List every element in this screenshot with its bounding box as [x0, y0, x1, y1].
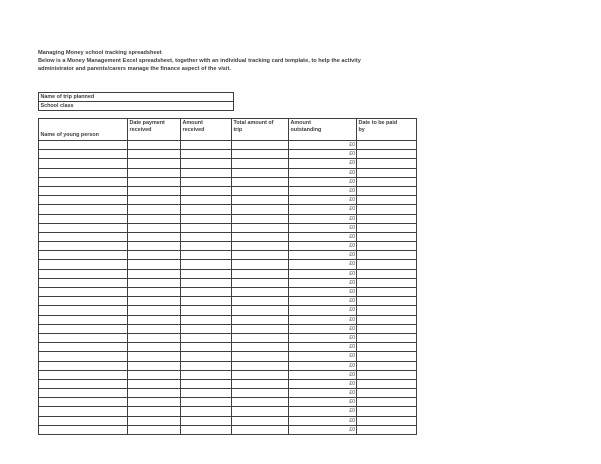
- cell-amount-received[interactable]: [181, 269, 232, 278]
- cell-date-due[interactable]: [357, 352, 417, 361]
- table-row: [39, 269, 417, 278]
- document-title: Managing Money school tracking spreadsheet: [38, 50, 162, 56]
- cell-total-amount[interactable]: [232, 196, 289, 205]
- school-class-field[interactable]: [39, 102, 233, 111]
- table-row: [39, 379, 417, 388]
- cell-amount-received[interactable]: [181, 361, 232, 370]
- cell-date-received[interactable]: [128, 168, 181, 177]
- cell-date-received[interactable]: [128, 232, 181, 241]
- table-row: [39, 416, 417, 425]
- table-row: [39, 196, 417, 205]
- cell-date-due[interactable]: [357, 343, 417, 352]
- table-row: [39, 150, 417, 159]
- cell-total-amount[interactable]: [232, 333, 289, 342]
- cell-date-due[interactable]: [357, 159, 417, 168]
- cell-name[interactable]: [39, 223, 128, 232]
- cell-amount-received[interactable]: [181, 205, 232, 214]
- table-row: [39, 177, 417, 186]
- cell-amount-outstanding-value: £0: [349, 316, 355, 323]
- cell-amount-received[interactable]: [181, 159, 232, 168]
- column-header-date-received: Date payment received: [128, 119, 181, 141]
- cell-date-due[interactable]: [357, 223, 417, 232]
- cell-amount-outstanding-value: £0: [349, 224, 355, 231]
- cell-amount-outstanding-value: £0: [349, 353, 355, 360]
- cell-date-due[interactable]: [357, 361, 417, 370]
- cell-date-received[interactable]: [128, 297, 181, 306]
- cell-total-amount[interactable]: [232, 177, 289, 186]
- table-body: [39, 141, 417, 435]
- cell-amount-received[interactable]: [181, 150, 232, 159]
- cell-total-amount[interactable]: [232, 205, 289, 214]
- table-row: [39, 168, 417, 177]
- cell-amount-outstanding[interactable]: [289, 297, 357, 306]
- cell-name[interactable]: [39, 389, 128, 398]
- cell-amount-outstanding[interactable]: [289, 177, 357, 186]
- cell-amount-received[interactable]: [181, 196, 232, 205]
- cell-date-due[interactable]: [357, 333, 417, 342]
- cell-amount-outstanding-value: £0: [349, 279, 355, 286]
- cell-date-received[interactable]: [128, 343, 181, 352]
- table-header: [39, 119, 417, 141]
- cell-total-amount[interactable]: [232, 416, 289, 425]
- cell-amount-received[interactable]: [181, 168, 232, 177]
- cell-amount-outstanding-value: £0: [349, 307, 355, 314]
- cell-amount-received[interactable]: [181, 343, 232, 352]
- cell-name[interactable]: [39, 425, 128, 434]
- cell-amount-received[interactable]: [181, 306, 232, 315]
- cell-name[interactable]: [39, 232, 128, 241]
- cell-date-due[interactable]: [357, 315, 417, 324]
- cell-amount-outstanding[interactable]: [289, 242, 357, 251]
- cell-amount-outstanding-value: £0: [349, 380, 355, 387]
- cell-date-received[interactable]: [128, 196, 181, 205]
- cell-date-due[interactable]: [357, 269, 417, 278]
- cell-date-due[interactable]: [357, 425, 417, 434]
- table-row: [39, 389, 417, 398]
- cell-total-amount[interactable]: [232, 297, 289, 306]
- cell-total-amount[interactable]: [232, 361, 289, 370]
- cell-name[interactable]: [39, 214, 128, 223]
- cell-date-received[interactable]: [128, 288, 181, 297]
- cell-amount-received[interactable]: [181, 407, 232, 416]
- cell-amount-outstanding-value: £0: [349, 178, 355, 185]
- cell-amount-outstanding[interactable]: [289, 269, 357, 278]
- table-row: [39, 141, 417, 150]
- table-row: [39, 278, 417, 287]
- table-row: [39, 425, 417, 434]
- cell-amount-received[interactable]: [181, 416, 232, 425]
- school-class-label: School class: [40, 102, 74, 109]
- intro-text-block: [38, 50, 418, 73]
- cell-name[interactable]: [39, 370, 128, 379]
- cell-amount-received[interactable]: [181, 278, 232, 287]
- table-row: [39, 288, 417, 297]
- cell-amount-received[interactable]: [181, 324, 232, 333]
- cell-total-amount[interactable]: [232, 278, 289, 287]
- cell-name[interactable]: [39, 242, 128, 251]
- table-row: [39, 242, 417, 251]
- cell-name[interactable]: [39, 159, 128, 168]
- cell-name[interactable]: [39, 150, 128, 159]
- cell-date-due[interactable]: [357, 370, 417, 379]
- cell-name[interactable]: [39, 251, 128, 260]
- cell-amount-outstanding[interactable]: [289, 205, 357, 214]
- cell-name[interactable]: [39, 196, 128, 205]
- cell-name[interactable]: [39, 333, 128, 342]
- cell-date-received[interactable]: [128, 242, 181, 251]
- table-row: [39, 361, 417, 370]
- cell-date-due[interactable]: [357, 306, 417, 315]
- cell-date-due[interactable]: [357, 141, 417, 150]
- cell-amount-outstanding-value: £0: [349, 187, 355, 194]
- cell-date-received[interactable]: [128, 315, 181, 324]
- cell-total-amount[interactable]: [232, 141, 289, 150]
- cell-name[interactable]: [39, 398, 128, 407]
- cell-amount-outstanding-value: £0: [349, 151, 355, 158]
- cell-amount-received[interactable]: [181, 251, 232, 260]
- cell-amount-outstanding[interactable]: [289, 389, 357, 398]
- cell-amount-received[interactable]: [181, 141, 232, 150]
- table-row: [39, 370, 417, 379]
- cell-amount-outstanding[interactable]: [289, 168, 357, 177]
- cell-date-due[interactable]: [357, 251, 417, 260]
- cell-name[interactable]: [39, 260, 128, 269]
- cell-amount-received[interactable]: [181, 389, 232, 398]
- cell-amount-received[interactable]: [181, 297, 232, 306]
- cell-date-received[interactable]: [128, 333, 181, 342]
- cell-amount-received[interactable]: [181, 223, 232, 232]
- cell-amount-outstanding[interactable]: [289, 343, 357, 352]
- cell-total-amount[interactable]: [232, 150, 289, 159]
- cell-total-amount[interactable]: [232, 186, 289, 195]
- cell-name[interactable]: [39, 361, 128, 370]
- cell-total-amount[interactable]: [232, 370, 289, 379]
- cell-amount-outstanding[interactable]: [289, 288, 357, 297]
- cell-amount-received[interactable]: [181, 232, 232, 241]
- cell-total-amount[interactable]: [232, 260, 289, 269]
- cell-amount-outstanding-value: £0: [349, 261, 355, 268]
- cell-total-amount[interactable]: [232, 389, 289, 398]
- cell-date-due[interactable]: [357, 168, 417, 177]
- cell-date-received[interactable]: [128, 352, 181, 361]
- cell-total-amount[interactable]: [232, 242, 289, 251]
- cell-amount-received[interactable]: [181, 370, 232, 379]
- cell-amount-outstanding[interactable]: [289, 251, 357, 260]
- cell-date-due[interactable]: [357, 177, 417, 186]
- cell-date-due[interactable]: [357, 297, 417, 306]
- table-row: [39, 159, 417, 168]
- column-header-name: Name of young person: [39, 119, 128, 141]
- cell-amount-outstanding[interactable]: [289, 361, 357, 370]
- cell-total-amount[interactable]: [232, 343, 289, 352]
- column-header-date-due: Date to be paid by: [357, 119, 417, 141]
- cell-date-due[interactable]: [357, 186, 417, 195]
- cell-date-received[interactable]: [128, 269, 181, 278]
- cell-date-due[interactable]: [357, 278, 417, 287]
- cell-name[interactable]: [39, 186, 128, 195]
- cell-name[interactable]: [39, 168, 128, 177]
- cell-name[interactable]: [39, 379, 128, 388]
- cell-amount-outstanding-value: £0: [349, 408, 355, 415]
- cell-date-received[interactable]: [128, 379, 181, 388]
- cell-amount-outstanding[interactable]: [289, 278, 357, 287]
- cell-amount-received[interactable]: [181, 288, 232, 297]
- cell-date-due[interactable]: [357, 416, 417, 425]
- cell-amount-outstanding-value: £0: [349, 252, 355, 259]
- cell-amount-outstanding[interactable]: [289, 370, 357, 379]
- cell-amount-outstanding-value: £0: [349, 215, 355, 222]
- cell-amount-outstanding[interactable]: [289, 260, 357, 269]
- cell-amount-outstanding-value: £0: [349, 289, 355, 295]
- cell-total-amount[interactable]: [232, 168, 289, 177]
- cell-amount-outstanding-value: £0: [349, 142, 355, 148]
- cell-amount-received[interactable]: [181, 186, 232, 195]
- cell-name[interactable]: [39, 343, 128, 352]
- cell-name[interactable]: [39, 324, 128, 333]
- cell-amount-outstanding[interactable]: [289, 214, 357, 223]
- cell-amount-outstanding[interactable]: [289, 306, 357, 315]
- column-header-amount-outstanding: Amount outstanding: [289, 119, 357, 141]
- cell-amount-outstanding[interactable]: [289, 425, 357, 434]
- table-row: [39, 398, 417, 407]
- cell-total-amount[interactable]: [232, 251, 289, 260]
- cell-date-received[interactable]: [128, 398, 181, 407]
- cell-amount-outstanding[interactable]: [289, 150, 357, 159]
- table-header-row: [39, 119, 417, 141]
- table-row: [39, 306, 417, 315]
- cell-date-due[interactable]: [357, 324, 417, 333]
- cell-date-due[interactable]: [357, 242, 417, 251]
- cell-amount-received[interactable]: [181, 333, 232, 342]
- cell-amount-received[interactable]: [181, 379, 232, 388]
- intro-line-3: administrator and parents/carers manage the finance aspect of the visit.: [38, 65, 231, 72]
- cell-amount-received[interactable]: [181, 242, 232, 251]
- cell-name[interactable]: [39, 141, 128, 150]
- table-row: [39, 407, 417, 416]
- cell-amount-outstanding-value: £0: [349, 334, 355, 341]
- cell-total-amount[interactable]: [232, 352, 289, 361]
- cell-amount-received[interactable]: [181, 260, 232, 269]
- cell-date-received[interactable]: [128, 251, 181, 260]
- cell-date-received[interactable]: [128, 177, 181, 186]
- cell-amount-received[interactable]: [181, 398, 232, 407]
- cell-amount-outstanding[interactable]: [289, 232, 357, 241]
- cell-total-amount[interactable]: [232, 306, 289, 315]
- cell-date-received[interactable]: [128, 370, 181, 379]
- cell-name[interactable]: [39, 177, 128, 186]
- table-row: [39, 324, 417, 333]
- cell-total-amount[interactable]: [232, 315, 289, 324]
- cell-date-due[interactable]: [357, 232, 417, 241]
- cell-amount-outstanding[interactable]: [289, 324, 357, 333]
- cell-amount-received[interactable]: [181, 425, 232, 434]
- cell-date-received[interactable]: [128, 214, 181, 223]
- cell-amount-outstanding[interactable]: [289, 186, 357, 195]
- payment-tracking-table: [38, 118, 417, 435]
- trip-info-boxes: [38, 92, 234, 111]
- cell-total-amount[interactable]: [232, 223, 289, 232]
- trip-name-label: Name of trip planned: [40, 93, 95, 100]
- cell-amount-outstanding-value: £0: [349, 325, 355, 332]
- cell-date-due[interactable]: [357, 150, 417, 159]
- cell-name[interactable]: [39, 278, 128, 287]
- cell-amount-outstanding[interactable]: [289, 159, 357, 168]
- cell-date-due[interactable]: [357, 260, 417, 269]
- cell-name[interactable]: [39, 297, 128, 306]
- cell-total-amount[interactable]: [232, 159, 289, 168]
- cell-amount-outstanding-value: £0: [349, 399, 355, 406]
- cell-name[interactable]: [39, 416, 128, 425]
- cell-amount-outstanding[interactable]: [289, 398, 357, 407]
- cell-amount-outstanding[interactable]: [289, 333, 357, 342]
- table-row: [39, 251, 417, 260]
- cell-total-amount[interactable]: [232, 398, 289, 407]
- cell-amount-outstanding-value: £0: [349, 344, 355, 351]
- cell-amount-outstanding-value: £0: [349, 243, 355, 250]
- table-row: [39, 297, 417, 306]
- cell-date-received[interactable]: [128, 407, 181, 416]
- cell-date-due[interactable]: [357, 389, 417, 398]
- cell-amount-outstanding-value: £0: [349, 417, 355, 424]
- table-row: [39, 205, 417, 214]
- cell-name[interactable]: [39, 407, 128, 416]
- cell-date-received[interactable]: [128, 159, 181, 168]
- table-row: [39, 232, 417, 241]
- cell-amount-received[interactable]: [181, 352, 232, 361]
- cell-total-amount[interactable]: [232, 324, 289, 333]
- cell-amount-outstanding[interactable]: [289, 315, 357, 324]
- cell-amount-received[interactable]: [181, 315, 232, 324]
- cell-date-received[interactable]: [128, 361, 181, 370]
- table-row: [39, 223, 417, 232]
- cell-date-received[interactable]: [128, 223, 181, 232]
- table-row: [39, 260, 417, 269]
- cell-date-due[interactable]: [357, 214, 417, 223]
- cell-date-received[interactable]: [128, 260, 181, 269]
- cell-amount-outstanding[interactable]: [289, 196, 357, 205]
- cell-name[interactable]: [39, 269, 128, 278]
- table-row: [39, 214, 417, 223]
- cell-amount-outstanding[interactable]: [289, 407, 357, 416]
- cell-amount-outstanding[interactable]: [289, 379, 357, 388]
- table-row: [39, 315, 417, 324]
- cell-total-amount[interactable]: [232, 407, 289, 416]
- table-row: [39, 343, 417, 352]
- trip-name-field[interactable]: [39, 93, 233, 102]
- cell-name[interactable]: [39, 205, 128, 214]
- cell-date-due[interactable]: [357, 205, 417, 214]
- cell-name[interactable]: [39, 315, 128, 324]
- cell-date-received[interactable]: [128, 324, 181, 333]
- cell-date-due[interactable]: [357, 407, 417, 416]
- cell-amount-outstanding-value: £0: [349, 298, 355, 305]
- cell-amount-outstanding[interactable]: [289, 416, 357, 425]
- cell-amount-outstanding-value: £0: [349, 233, 355, 240]
- table-row: [39, 333, 417, 342]
- cell-date-due[interactable]: [357, 196, 417, 205]
- cell-amount-outstanding-value: £0: [349, 270, 355, 277]
- cell-date-received[interactable]: [128, 416, 181, 425]
- cell-date-received[interactable]: [128, 425, 181, 434]
- cell-amount-outstanding-value: £0: [349, 426, 355, 433]
- cell-name[interactable]: [39, 352, 128, 361]
- column-header-amount-received: Amount received: [181, 119, 232, 141]
- cell-amount-outstanding-value: £0: [349, 160, 355, 167]
- cell-amount-received[interactable]: [181, 214, 232, 223]
- cell-date-received[interactable]: [128, 278, 181, 287]
- cell-date-due[interactable]: [357, 379, 417, 388]
- cell-amount-outstanding-value: £0: [349, 169, 355, 176]
- table-row: [39, 186, 417, 195]
- cell-date-received[interactable]: [128, 306, 181, 315]
- cell-date-received[interactable]: [128, 141, 181, 150]
- intro-line-2: Below is a Money Management Excel spreadsheet, together with an individual tracking card template, to help the activity: [38, 58, 361, 65]
- cell-total-amount[interactable]: [232, 214, 289, 223]
- cell-date-received[interactable]: [128, 186, 181, 195]
- cell-total-amount[interactable]: [232, 269, 289, 278]
- cell-date-received[interactable]: [128, 205, 181, 214]
- table-row: [39, 352, 417, 361]
- cell-total-amount[interactable]: [232, 425, 289, 434]
- cell-amount-outstanding[interactable]: [289, 223, 357, 232]
- cell-date-received[interactable]: [128, 389, 181, 398]
- cell-total-amount[interactable]: [232, 232, 289, 241]
- cell-amount-outstanding[interactable]: [289, 141, 357, 150]
- cell-total-amount[interactable]: [232, 379, 289, 388]
- cell-amount-received[interactable]: [181, 177, 232, 186]
- cell-amount-outstanding[interactable]: [289, 352, 357, 361]
- cell-amount-outstanding-value: £0: [349, 362, 355, 369]
- cell-date-received[interactable]: [128, 150, 181, 159]
- cell-total-amount[interactable]: [232, 288, 289, 297]
- cell-amount-outstanding-value: £0: [349, 390, 355, 397]
- cell-date-due[interactable]: [357, 288, 417, 297]
- cell-name[interactable]: [39, 306, 128, 315]
- cell-name[interactable]: [39, 288, 128, 297]
- cell-date-due[interactable]: [357, 398, 417, 407]
- cell-amount-outstanding-value: £0: [349, 197, 355, 204]
- cell-amount-outstanding-value: £0: [349, 206, 355, 213]
- cell-amount-outstanding-value: £0: [349, 371, 355, 378]
- column-header-total-amount: Total amount of trip: [232, 119, 289, 141]
